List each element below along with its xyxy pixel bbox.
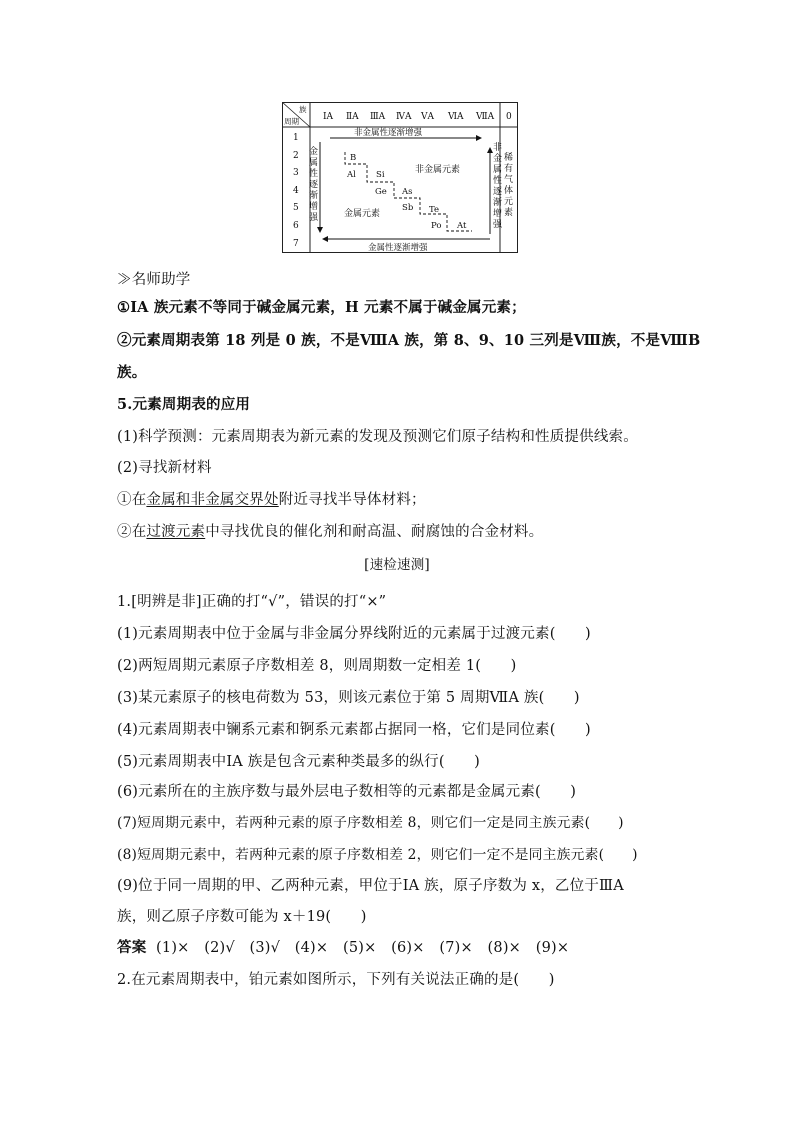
group-headers bbox=[323, 112, 512, 122]
period-numbers bbox=[293, 133, 299, 249]
periodic-trend-diagram bbox=[282, 102, 518, 253]
element-si: Si bbox=[376, 170, 385, 180]
noble-gas-label-char: 气 bbox=[504, 175, 514, 185]
period-4: 4 bbox=[293, 186, 299, 196]
nonmetal-region-label: 非金属元素 bbox=[415, 165, 461, 175]
right-vertical-label-char: 金 bbox=[493, 154, 503, 164]
section-5-item-2: (2)寻找新材料 bbox=[117, 460, 212, 476]
element-as: As bbox=[402, 187, 413, 197]
period-2: 2 bbox=[293, 151, 299, 161]
quiz-item-7: (7)短周期元素中，若两种元素的原子序数相差 8，则它们一定是同主族元素( ) bbox=[117, 815, 624, 831]
left-vertical-label-char: 金 bbox=[309, 147, 319, 157]
period-7: 7 bbox=[293, 239, 299, 249]
group-header-7: ⅦA bbox=[476, 112, 495, 122]
quiz-item-4: (4)元素周期表中镧系元素和锕系元素都占据同一格，它们是同位素( ) bbox=[117, 722, 591, 738]
answer-text: (1)× (2)√ (3)√ (4)× (5)× (6)× (7)× (8)× (9)× bbox=[156, 940, 570, 956]
period-6: 6 bbox=[293, 221, 299, 231]
quiz-item-9-line-1: (9)位于同一周期的甲、乙两种元素，甲位于ⅠA 族，原子序数为 x，乙位于ⅢA bbox=[117, 878, 624, 894]
item-2b-prefix: ②在 bbox=[117, 524, 147, 540]
group-header-4: ⅣA bbox=[396, 112, 412, 122]
section-5-title: 5.元素周期表的应用 bbox=[117, 396, 251, 413]
right-vertical-label-char: 逐 bbox=[493, 187, 503, 197]
quiz-item-3: (3)某元素原子的核电荷数为 53，则该元素位于第 5 周期ⅦA 族( ) bbox=[117, 690, 580, 706]
period-3: 3 bbox=[293, 168, 299, 178]
group-header-1: ⅠA bbox=[323, 112, 334, 122]
right-arrow-icon bbox=[476, 135, 482, 141]
group-header-6: ⅥA bbox=[448, 112, 464, 122]
periodic-trend-figure bbox=[282, 102, 518, 253]
left-vertical-label-char: 性 bbox=[309, 169, 319, 179]
element-po: Po bbox=[431, 221, 442, 231]
right-vertical-label-char: 性 bbox=[493, 176, 503, 186]
tip-1: ①ⅠA 族元素不等同于碱金属元素，H 元素不属于碱金属元素； bbox=[117, 299, 526, 316]
noble-gas-label bbox=[504, 151, 513, 218]
quiz-header: [速检速测] bbox=[364, 557, 430, 573]
element-ge: Ge bbox=[375, 187, 387, 197]
element-b: B bbox=[350, 153, 357, 163]
right-vertical-label bbox=[493, 141, 503, 230]
element-al: Al bbox=[347, 170, 356, 180]
noble-gas-label-char: 稀 bbox=[504, 153, 514, 163]
element-at: At bbox=[457, 221, 467, 231]
metal-region-label: 金属元素 bbox=[344, 209, 381, 219]
section-5-item-2a bbox=[117, 488, 426, 509]
period-1: 1 bbox=[293, 133, 299, 143]
quiz-item-2: (2)两短周期元素原子序数相差 8，则周期数一定相差 1( ) bbox=[117, 658, 517, 674]
left-arrow-icon bbox=[322, 236, 328, 242]
tips-heading: ≫名师助学 bbox=[117, 272, 191, 288]
left-vertical-label-char: 逐 bbox=[309, 180, 319, 190]
noble-gas-label-char: 体 bbox=[504, 186, 514, 196]
quiz-item-6: (6)元素所在的主族序数与最外层电子数相等的元素都是金属元素( ) bbox=[117, 784, 577, 800]
group-header-0: 0 bbox=[506, 112, 512, 122]
quiz-item-8: (8)短周期元素中，若两种元素的原子序数相差 2，则它们一定不是同主族元素( ) bbox=[117, 847, 638, 863]
item-2a-prefix: ①在 bbox=[117, 492, 147, 508]
element-sb: Sb bbox=[402, 203, 414, 213]
corner-bottom-label: 周期 bbox=[284, 117, 299, 126]
left-vertical-label-char: 属 bbox=[309, 158, 319, 168]
left-vertical-label-char: 渐 bbox=[309, 191, 319, 201]
right-vertical-label-char: 属 bbox=[493, 165, 503, 175]
answer-label: 答案 bbox=[117, 939, 147, 956]
section-5-item-1: (1)科学预测：元素周期表为新元素的发现及预测它们原子结构和性质提供线索。 bbox=[117, 429, 638, 445]
corner-top-label: 族 bbox=[299, 105, 307, 114]
down-arrow-icon bbox=[317, 227, 323, 233]
noble-gas-label-char: 有 bbox=[504, 164, 514, 174]
item-2b-underlined: 过渡元素 bbox=[146, 524, 206, 540]
noble-gas-label-char: 素 bbox=[504, 208, 514, 218]
right-vertical-label-char: 渐 bbox=[493, 198, 503, 208]
left-vertical-label-char: 增 bbox=[309, 202, 319, 212]
quiz-item-1: (1)元素周期表中位于金属与非金属分界线附近的元素属于过渡元素( ) bbox=[117, 626, 591, 642]
item-2a-underlined: 金属和非金属交界处 bbox=[146, 492, 279, 508]
left-vertical-label-char: 强 bbox=[309, 213, 319, 223]
top-arrow-label: 非金属性逐渐增强 bbox=[354, 128, 423, 138]
quiz-q2: 2.在元素周期表中，铂元素如图所示，下列有关说法正确的是( ) bbox=[117, 972, 555, 988]
tip-2-line-2: 族。 bbox=[117, 364, 147, 381]
item-2b-suffix: 中寻找优良的催化剂和耐高温、耐腐蚀的合金材料。 bbox=[205, 524, 544, 540]
right-vertical-label-char: 强 bbox=[493, 220, 503, 230]
quiz-q1-title: 1.[明辨是非]正确的打“√”，错误的打“×” bbox=[117, 594, 387, 610]
left-vertical-label bbox=[309, 145, 319, 223]
section-5-item-2b bbox=[117, 520, 543, 541]
bottom-arrow-label: 金属性逐渐增强 bbox=[368, 243, 428, 253]
right-vertical-label-char: 增 bbox=[493, 209, 503, 219]
item-2a-suffix: 附近寻找半导体材料； bbox=[278, 492, 426, 508]
noble-gas-label-char: 元 bbox=[504, 197, 514, 207]
right-vertical-label-char: 非 bbox=[493, 143, 503, 153]
group-header-3: ⅢA bbox=[370, 112, 386, 122]
quiz-item-5: (5)元素周期表中ⅠA 族是包含元素种类最多的纵行( ) bbox=[117, 754, 480, 770]
group-header-2: ⅡA bbox=[346, 112, 359, 122]
tip-2-line-1: ②元素周期表第 18 列是 0 族，不是ⅧA 族，第 8、9、10 三列是Ⅷ族，不是ⅧB bbox=[117, 332, 701, 349]
quiz-item-9-line-2: 族，则乙原子序数可能为 x＋19( ) bbox=[117, 909, 367, 925]
period-5: 5 bbox=[293, 203, 299, 213]
group-header-5: ⅤA bbox=[421, 112, 434, 122]
answer-line bbox=[117, 936, 569, 957]
element-te: Te bbox=[429, 205, 440, 215]
